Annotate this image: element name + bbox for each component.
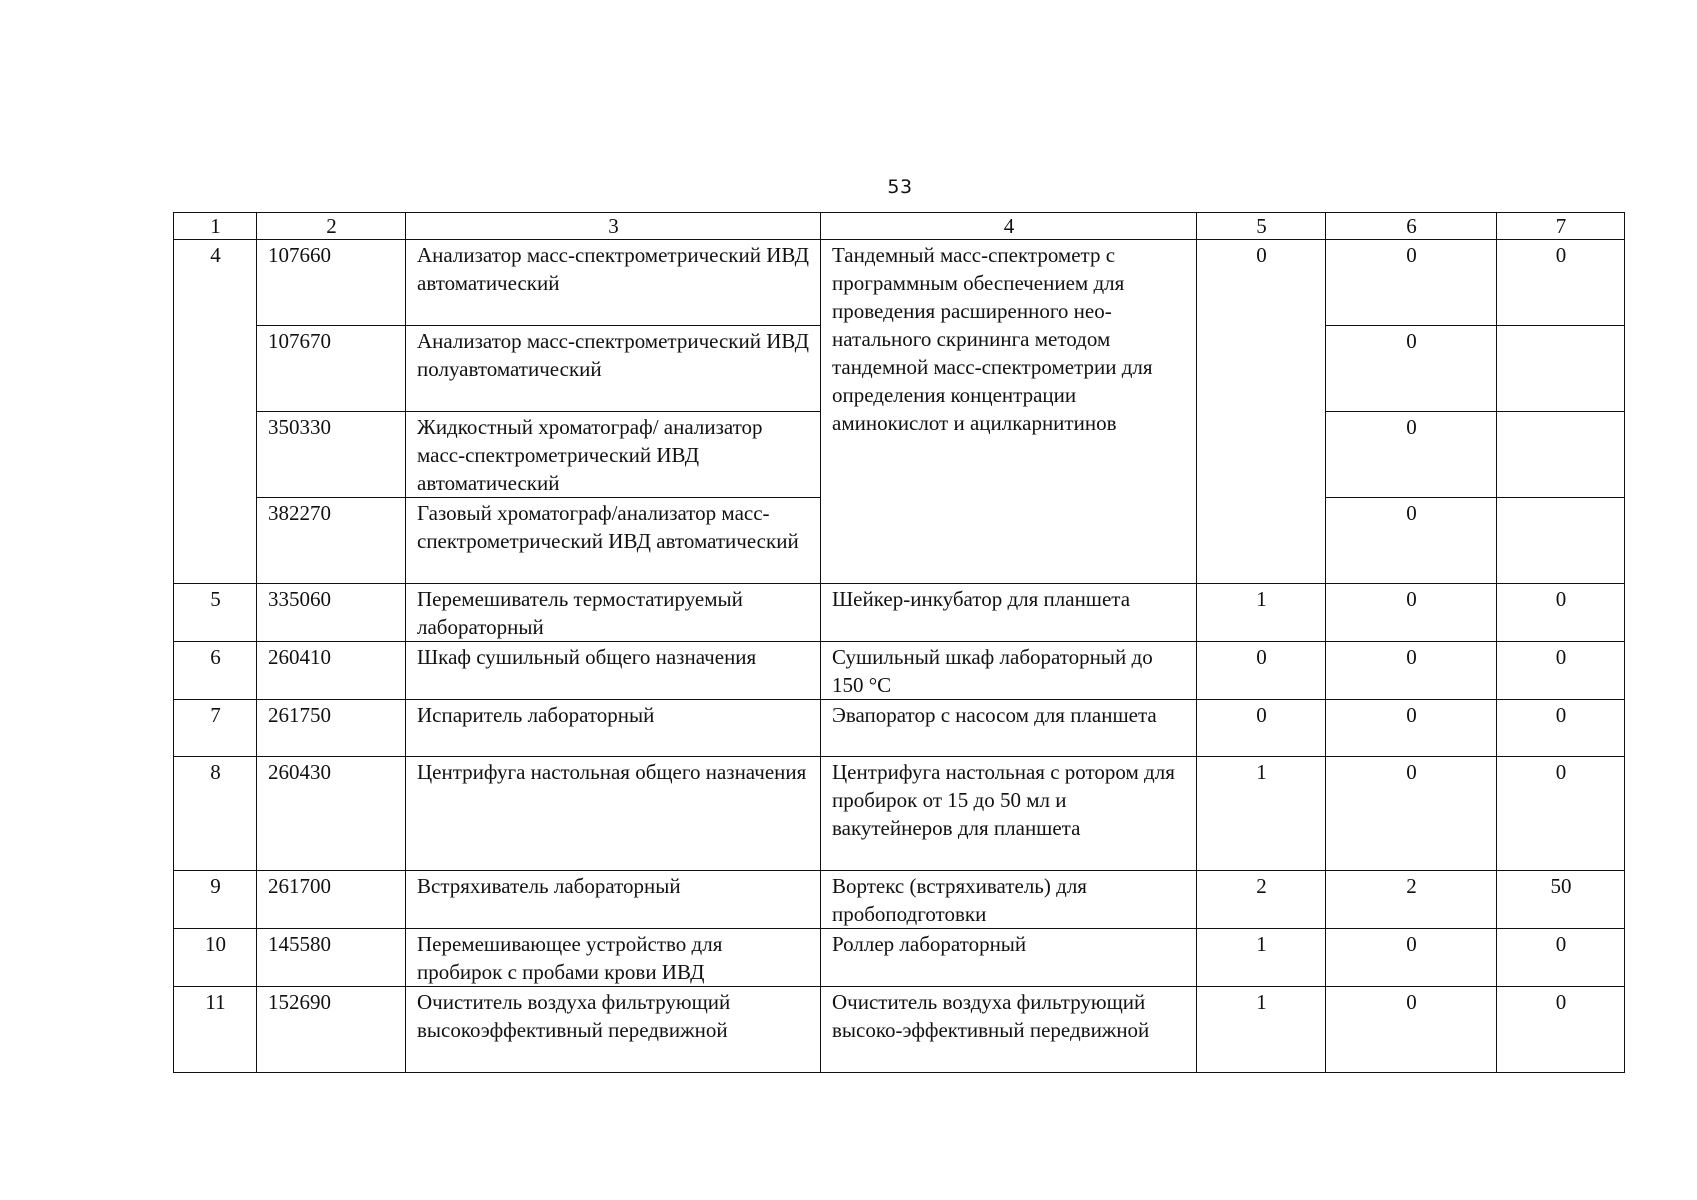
header-cell: 4 bbox=[821, 213, 1197, 240]
name-cell: Встряхиватель лабораторный bbox=[406, 871, 821, 929]
header-cell: 7 bbox=[1497, 213, 1625, 240]
table-row bbox=[174, 987, 1625, 1073]
code-cell: 260410 bbox=[257, 642, 406, 700]
code-cell: 335060 bbox=[257, 584, 406, 642]
row-number: 9 bbox=[174, 871, 257, 929]
name-cell: Газовый хроматограф/анализатор масс-спектрометрический ИВД автоматический bbox=[406, 498, 821, 584]
description-cell: Эвапоратор с насосом для планшета bbox=[821, 700, 1197, 757]
name-cell: Испаритель лабораторный bbox=[406, 700, 821, 757]
col6-cell: 0 bbox=[1326, 240, 1497, 326]
name-cell: Анализатор масс-спектрометрический ИВД полуавтоматический bbox=[406, 326, 821, 412]
col7-cell: 0 bbox=[1497, 700, 1625, 757]
col6-cell: 0 bbox=[1326, 757, 1497, 871]
name-cell: Перемешиватель термостатируемый лабораторный bbox=[406, 584, 821, 642]
col5-cell: 1 bbox=[1197, 757, 1326, 871]
col5-cell: 1 bbox=[1197, 929, 1326, 987]
description-cell: Очиститель воздуха фильтрующий высоко-эффективный передвижной bbox=[821, 987, 1197, 1073]
col5-cell: 0 bbox=[1197, 240, 1326, 584]
col6-cell: 0 bbox=[1326, 929, 1497, 987]
col6-cell: 0 bbox=[1326, 326, 1497, 412]
col7-cell-empty bbox=[1497, 412, 1625, 498]
col6-cell: 0 bbox=[1326, 498, 1497, 584]
name-cell: Жидкостный хроматограф/ анализатор масс-спектрометрический ИВД автоматический bbox=[406, 412, 821, 498]
col7-cell: 0 bbox=[1497, 240, 1625, 326]
col6-cell: 0 bbox=[1326, 412, 1497, 498]
row-number: 4 bbox=[174, 240, 257, 584]
name-cell: Очиститель воздуха фильтрующий высокоэффективный передвижной bbox=[406, 987, 821, 1073]
col6-cell: 0 bbox=[1326, 584, 1497, 642]
code-cell: 261700 bbox=[257, 871, 406, 929]
header-cell: 2 bbox=[257, 213, 406, 240]
code-cell: 260430 bbox=[257, 757, 406, 871]
row-number: 7 bbox=[174, 700, 257, 757]
table-row bbox=[174, 240, 1625, 326]
col6-cell: 0 bbox=[1326, 700, 1497, 757]
name-cell: Центрифуга настольная общего назначения bbox=[406, 757, 821, 871]
col7-cell: 0 bbox=[1497, 642, 1625, 700]
row-number: 8 bbox=[174, 757, 257, 871]
col6-cell: 2 bbox=[1326, 871, 1497, 929]
code-cell: 152690 bbox=[257, 987, 406, 1073]
col7-cell-empty bbox=[1497, 326, 1625, 412]
description-cell: Тандемный масс-спектрометр с программным обеспечением для проведения расширенного нео-натального скрининга методом тандемной масс-спектрометрии для определения концентрации аминокислот и ацилкарнитинов bbox=[821, 240, 1197, 584]
row-number: 11 bbox=[174, 987, 257, 1073]
col5-cell: 0 bbox=[1197, 700, 1326, 757]
code-cell: 261750 bbox=[257, 700, 406, 757]
description-cell: Вортекс (встряхиватель) для пробоподготовки bbox=[821, 871, 1197, 929]
row-number: 10 bbox=[174, 929, 257, 987]
description-cell: Сушильный шкаф лабораторный до 150 °С bbox=[821, 642, 1197, 700]
header-cell: 1 bbox=[174, 213, 257, 240]
table-row bbox=[174, 642, 1625, 700]
table-row bbox=[174, 929, 1625, 987]
header-cell: 5 bbox=[1197, 213, 1326, 240]
row-number: 5 bbox=[174, 584, 257, 642]
col5-cell: 1 bbox=[1197, 987, 1326, 1073]
col7-cell: 50 bbox=[1497, 871, 1625, 929]
name-cell: Анализатор масс-спектрометрический ИВД автоматический bbox=[406, 240, 821, 326]
col5-cell: 2 bbox=[1197, 871, 1326, 929]
col7-cell: 0 bbox=[1497, 987, 1625, 1073]
description-cell: Центрифуга настольная с ротором для пробирок от 15 до 50 мл и вакутейнеров для планшета bbox=[821, 757, 1197, 871]
header-cell: 6 bbox=[1326, 213, 1497, 240]
col6-cell: 0 bbox=[1326, 642, 1497, 700]
code-cell: 145580 bbox=[257, 929, 406, 987]
col7-cell: 0 bbox=[1497, 584, 1625, 642]
description-cell: Шейкер-инкубатор для планшета bbox=[821, 584, 1197, 642]
col6-cell: 0 bbox=[1326, 987, 1497, 1073]
header-cell: 3 bbox=[406, 213, 821, 240]
page-number: 53 bbox=[887, 176, 913, 198]
equipment-table bbox=[173, 212, 1625, 1073]
code-cell: 382270 bbox=[257, 498, 406, 584]
name-cell: Шкаф сушильный общего назначения bbox=[406, 642, 821, 700]
col7-cell: 0 bbox=[1497, 929, 1625, 987]
code-cell: 107660 bbox=[257, 240, 406, 326]
name-cell: Перемешивающее устройство для пробирок с пробами крови ИВД bbox=[406, 929, 821, 987]
col7-cell-empty bbox=[1497, 498, 1625, 584]
col5-cell: 0 bbox=[1197, 642, 1326, 700]
col7-cell: 0 bbox=[1497, 757, 1625, 871]
table-row bbox=[174, 700, 1625, 757]
description-cell: Роллер лабораторный bbox=[821, 929, 1197, 987]
table-header-row bbox=[174, 213, 1625, 240]
table-row bbox=[174, 757, 1625, 871]
col5-cell: 1 bbox=[1197, 584, 1326, 642]
table-row bbox=[174, 584, 1625, 642]
code-cell: 350330 bbox=[257, 412, 406, 498]
table-row bbox=[174, 871, 1625, 929]
row-number: 6 bbox=[174, 642, 257, 700]
code-cell: 107670 bbox=[257, 326, 406, 412]
